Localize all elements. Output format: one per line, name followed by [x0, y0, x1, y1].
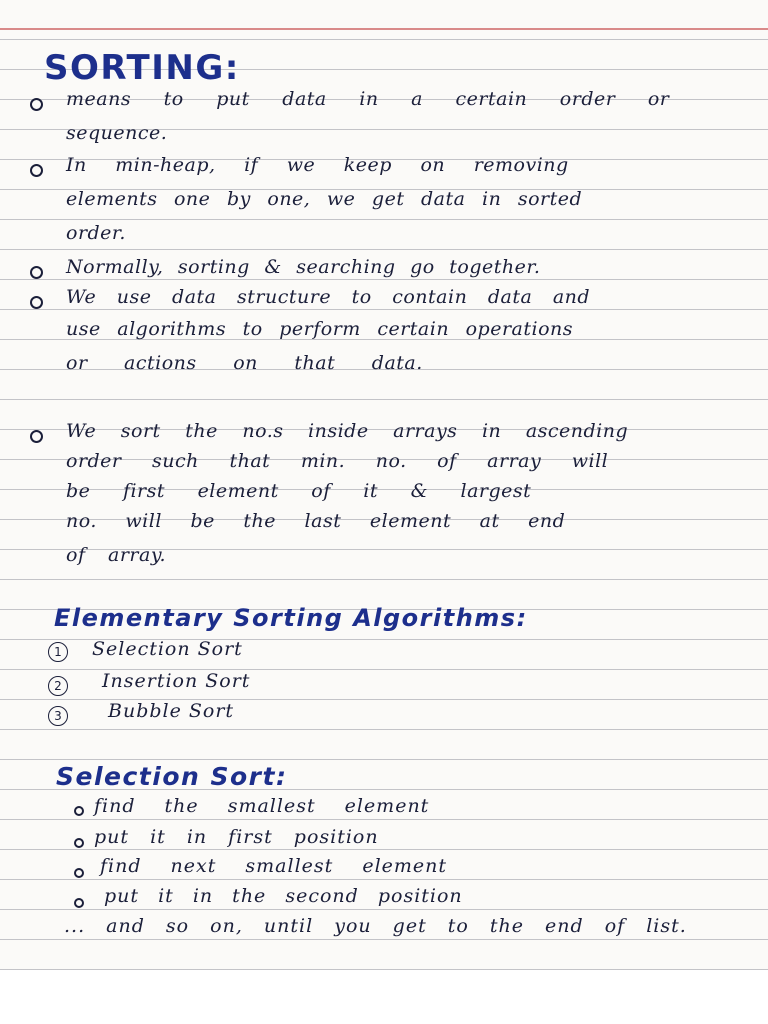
bullet-icon [30, 98, 43, 111]
bullet-5-line-5: of array. [66, 544, 167, 566]
bullet-1-line-2: sequence. [66, 122, 168, 144]
number-1-icon: 1 [48, 642, 68, 662]
selection-final-line: ... and so on, until you get to the end of list. [64, 915, 687, 937]
bullet-icon [30, 430, 43, 443]
bullet-5-line-2: order such that min. no. of array will [66, 450, 609, 472]
algorithm-item-bubble: Bubble Sort [108, 700, 235, 722]
bullet-5-line-1: We sort the no.s inside arrays in ascending [66, 420, 629, 442]
bullet-4-line-1: We use data structure to contain data and [66, 286, 591, 308]
selection-step-2: put it in first position [94, 826, 379, 848]
algorithm-item-selection: Selection Sort [92, 638, 243, 660]
bullet-5-line-4: no. will be the last element at end [66, 510, 566, 532]
number-2-icon: 2 [48, 676, 68, 696]
bullet-4-line-2: use algorithms to perform certain operations [66, 318, 574, 340]
elementary-heading: Elementary Sorting Algorithms: [54, 604, 528, 632]
page-top-margin-line [0, 28, 768, 30]
bullet-3-line-1: Normally, sorting & searching go together. [66, 256, 541, 278]
step-bullet-icon [74, 898, 84, 908]
bullet-4-line-3: or actions on that data. [66, 352, 423, 374]
selection-step-4: put it in the second position [104, 885, 463, 907]
step-bullet-icon [74, 806, 84, 816]
bullet-5-line-3: be first element of it & largest [66, 480, 532, 502]
bullet-icon [30, 296, 43, 309]
bullet-2-line-2: elements one by one, we get data in sorted [66, 188, 583, 210]
selection-sort-heading: Selection Sort: [56, 762, 288, 791]
bullet-2-line-1: In min-heap, if we keep on removing [66, 154, 569, 176]
selection-step-3: find next smallest element [100, 855, 448, 877]
step-bullet-icon [74, 838, 84, 848]
algorithm-item-insertion: Insertion Sort [102, 670, 251, 692]
bullet-2-line-3: order. [66, 222, 126, 244]
number-3-icon: 3 [48, 706, 68, 726]
bullet-icon [30, 164, 43, 177]
page-title: SORTING: [44, 48, 240, 88]
step-bullet-icon [74, 868, 84, 878]
selection-step-1: find the smallest element [94, 795, 430, 817]
bullet-icon [30, 266, 43, 279]
bullet-1-line-1: means to put data in a certain order or [66, 88, 670, 110]
